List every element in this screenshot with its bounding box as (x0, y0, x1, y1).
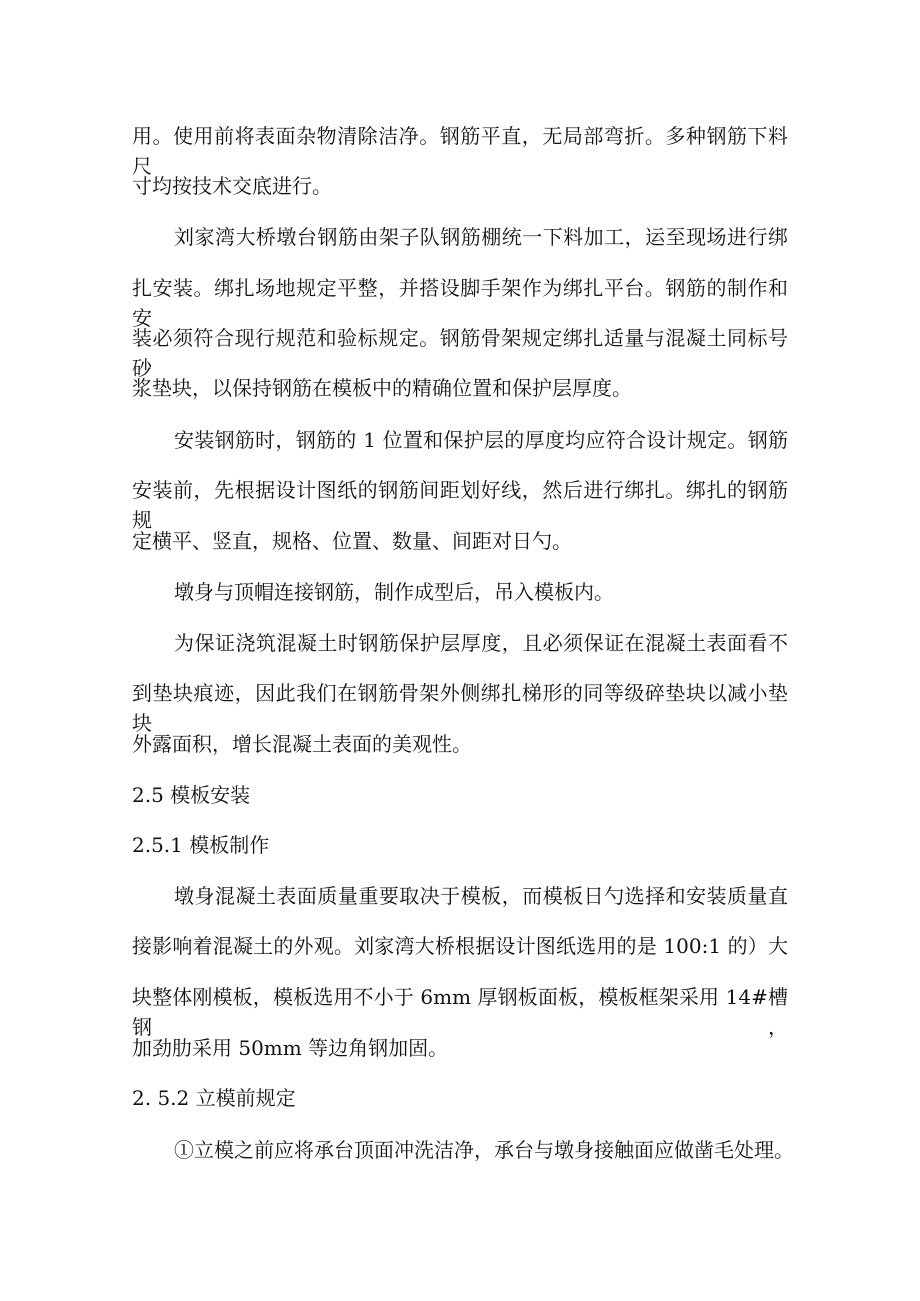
paragraph-line: 墩身混凝土表面质量重要取决于模板，而模板日勺选择和安装质量直 (174, 884, 788, 908)
paragraph-line: 扎安装。绑扎场地规定平整，并搭设脚手架作为绑扎平台。钢筋的制作和安 (132, 276, 788, 330)
paragraph-line: 块整体刚模板，模板选用不小于 6mm 厚钢板面板，模板框架采用 14#槽钢， (132, 985, 788, 1039)
list-item: ①立模之前应将承台顶面冲洗洁净，承台与墩身接触面应做凿毛处理。 (174, 1138, 794, 1162)
paragraph-line: 安装钢筋时，钢筋的 1 位置和保护层的厚度均应符合设计规定。钢筋 (174, 428, 788, 452)
subsection-heading: 2. 5.2 立模前规定 (132, 1086, 296, 1110)
paragraph-line: 寸均按技术交底进行。 (132, 174, 332, 198)
paragraph-line: 刘家湾大桥墩台钢筋由架子队钢筋棚统一下料加工，运至现场进行绑 (174, 225, 788, 249)
paragraph-line: 为保证浇筑混凝土时钢筋保护层厚度，且必须保证在混凝土表面看不 (174, 631, 788, 655)
subsection-heading: 2.5.1 模板制作 (132, 833, 270, 857)
paragraph-line: 接影响着混凝土的外观。刘家湾大桥根据设计图纸选用的是 100:1 的）大 (132, 934, 788, 958)
paragraph-line: 用。使用前将表面杂物清除洁净。钢筋平直，无局部弯折。多种钢筋下料尺 (132, 124, 788, 178)
paragraph-line: 墩身与顶帽连接钢筋，制作成型后，吊入模板内。 (174, 580, 614, 604)
paragraph-line: 安装前，先根据设计图纸的钢筋间距划好线，然后进行绑扎。绑扎的钢筋规 (132, 478, 788, 532)
paragraph-line: 装必须符合现行规范和验标规定。钢筋骨架规定绑扎适量与混凝土同标号砂 (132, 326, 788, 380)
paragraph-line: 加劲肋采用 50mm 等边角钢加固。 (132, 1036, 449, 1060)
paragraph-line: 浆垫块，以保持钢筋在模板中的精确位置和保护层厚度。 (132, 376, 632, 400)
paragraph-line: 定横平、竖直，规格、位置、数量、间距对日勺。 (132, 529, 572, 553)
paragraph-line: 到垫块痕迹，因此我们在钢筋骨架外侧绑扎梯形的同等级碎垫块以减小垫块 (132, 681, 788, 735)
section-heading: 2.5 模板安装 (132, 783, 251, 807)
paragraph-line: 外露面积，增长混凝土表面的美观性。 (132, 732, 472, 756)
